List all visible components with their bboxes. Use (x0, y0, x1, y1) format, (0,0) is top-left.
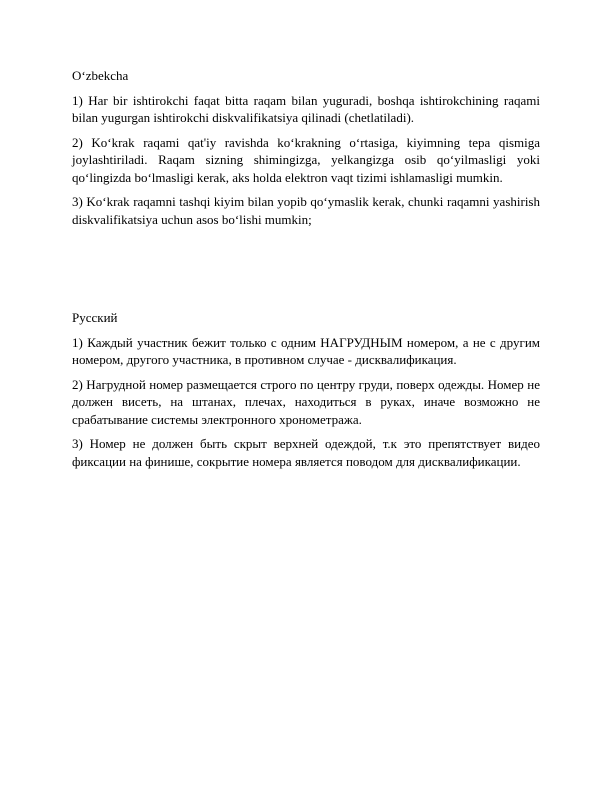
section-uzbek (72, 67, 540, 228)
russian-rule-3: 3) Номер не должен быть скрыт верхней одеждой, т.к это препятствует видео фиксации на финише, сокрытие номера является поводом для дисквалификации. (72, 436, 540, 469)
russian-rule-1: 1) Каждый участник бежит только с одним НАГРУДНЫМ номером, а не с другим номером, другого участника, в противном случае - дисквалификация. (72, 334, 540, 367)
russian-rule-2: 2) Нагрудной номер размещается строго по центру груди, поверх одежды. Номер не должен висеть, на штанах, плечах, находиться в руках, иначе возможно не срабатывание системы электронного хронометража. (72, 376, 540, 427)
section-title-russian: Русский (72, 310, 118, 325)
section-title-uzbek: O‘zbekcha (72, 68, 129, 83)
uzbek-rule-1: 1) Har bir ishtirokchi faqat bitta raqam bilan yuguradi, boshqa ishtirokchining raqami bilan yugurgan ishtirokchi diskvalifikatsiya qilinadi (chetlatiladi). (72, 92, 540, 125)
uzbek-rule-2: 2) Ko‘krak raqami qat'iy ravishda ko‘krakning o‘rtasiga, kiyimning tepa qismiga joylashtiriladi. Raqam sizning shimingizga, yelkangizga osib qo‘yilmasligi yoki qo‘lingizda bo‘lmasligi kerak, aks holda elektron vaqt tizimi ishlamasligi mumkin. (72, 134, 540, 185)
document-page (72, 67, 540, 477)
uzbek-rule-3: 3) Ko‘krak raqamni tashqi kiyim bilan yopib qo‘ymaslik kerak, chunki raqamni yashirish diskvalifikatsiya uchun asos bo‘lishi mumkin; (72, 194, 540, 227)
section-spacer (72, 235, 540, 309)
section-russian (72, 309, 540, 470)
